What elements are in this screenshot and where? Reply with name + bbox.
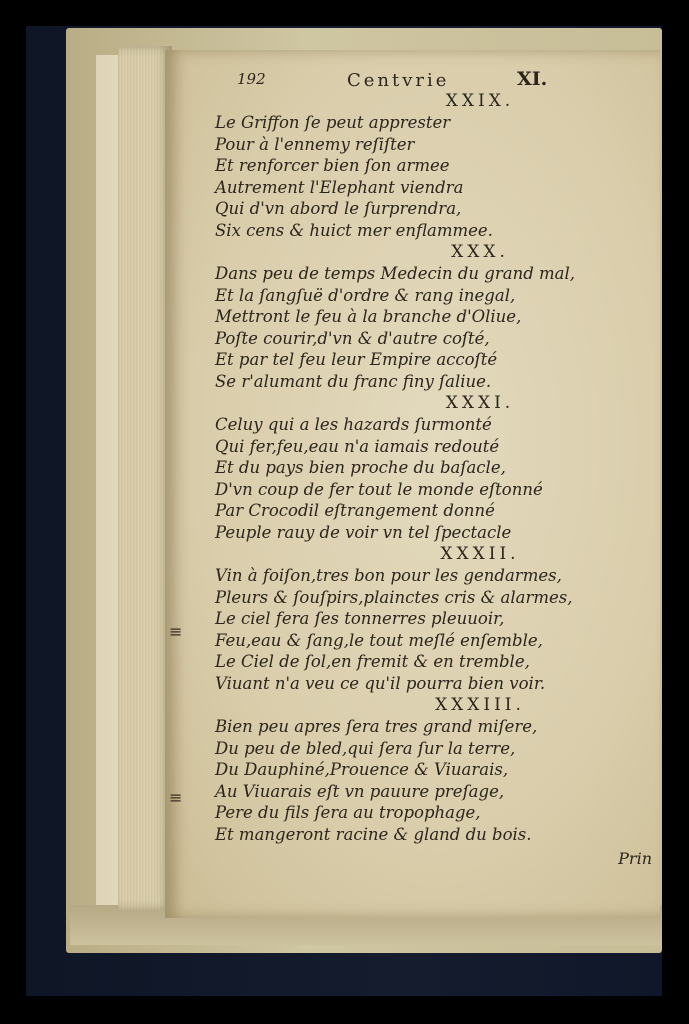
quatrain-block	[215, 241, 655, 392]
verse-line: Qui fer,feu,eau n'a iamais redouté	[215, 436, 500, 456]
verse-line: Et mangeront racine & gland du bois.	[215, 824, 532, 844]
quatrain-block	[215, 694, 655, 845]
verse-line: Et la ſangſuë d'ordre & rang inegal,	[215, 285, 516, 305]
verse-line: Mettront le feu à la branche d'Oliue,	[215, 307, 522, 326]
verse-line: Bien peu apres ſera tres grand miſere,	[215, 717, 538, 736]
verse-line: Du Dauphiné,Prouence & Viuarais,	[215, 760, 509, 779]
verse-line: Et par tel feu leur Empire accoſté	[215, 350, 498, 369]
verse-line: Pour à l'ennemy reſiſter	[215, 134, 415, 154]
verse-line: Six cens & huict mer enflammee.	[215, 220, 493, 240]
catchword: Prin	[618, 849, 652, 868]
verse-line: Le Ciel de ſol,en fremit & en tremble,	[215, 652, 530, 671]
verse-line: Vin à foiſon,tres bon pour les gendarmes,	[215, 566, 562, 585]
margin-annotation-mark: ≡	[169, 622, 183, 641]
quatrain-number: XXX.	[451, 242, 509, 262]
verse-line: Le Griffon ſe peut apprester	[215, 113, 451, 132]
quatrain-block	[215, 543, 655, 694]
verse-line: Pleurs & ſouſpirs,plainctes cris & alarmes,	[215, 587, 573, 607]
verse-line: Au Viuarais eſt vn pauure preſage,	[215, 781, 505, 801]
verse-line: Poſte courir,d'vn & d'autre coſté,	[215, 328, 490, 348]
verse-line: Se r'alumant du franc finy ſaliue.	[215, 371, 492, 391]
quatrain-block	[215, 392, 655, 543]
running-head: Centvrie	[347, 70, 450, 91]
verse-line: Et du pays bien proche du baſacle,	[215, 458, 506, 477]
page-edges	[118, 46, 172, 910]
text-block	[215, 90, 655, 845]
verse-line: Peuple rauy de voir vn tel ſpectacle	[215, 522, 512, 542]
quatrain-block	[215, 90, 655, 241]
verse-line: Par Crocodil eſtrangement donné	[215, 501, 495, 520]
book-page	[165, 50, 660, 918]
verse-line: Dans peu de temps Medecin du grand mal,	[215, 264, 576, 283]
verse-line: Viuant n'a veu ce qu'il pourra bien voir.	[215, 673, 546, 693]
quatrain-number: XXIX.	[445, 91, 515, 111]
quatrain-number: XXXIII.	[435, 695, 525, 715]
margin-annotation-mark: ≡	[169, 788, 183, 807]
verse-line: Et renforcer bien ſon armee	[215, 156, 450, 175]
verse-line: Du peu de bled,qui ſera ſur la terre,	[215, 738, 516, 758]
quatrain-number: XXXI.	[445, 393, 515, 413]
verse-line: Celuy qui a les hazards ſurmonté	[215, 415, 492, 434]
verse-line: Feu,eau & ſang,le tout meſlé enſemble,	[215, 630, 543, 650]
verse-line: Autrement l'Elephant viendra	[215, 177, 464, 197]
page-number: 192	[237, 70, 266, 88]
quatrain-number: XXXII.	[440, 544, 520, 564]
verse-line: Le ciel fera ſes tonnerres pleuuoir,	[215, 609, 505, 628]
verse-line: D'vn coup de fer tout le monde eſtonné	[215, 479, 543, 499]
verse-line: Pere du fils ſera au tropophage,	[215, 803, 481, 822]
chapter-number: XI.	[517, 68, 548, 90]
verse-line: Qui d'vn abord le ſurprendra,	[215, 199, 462, 218]
